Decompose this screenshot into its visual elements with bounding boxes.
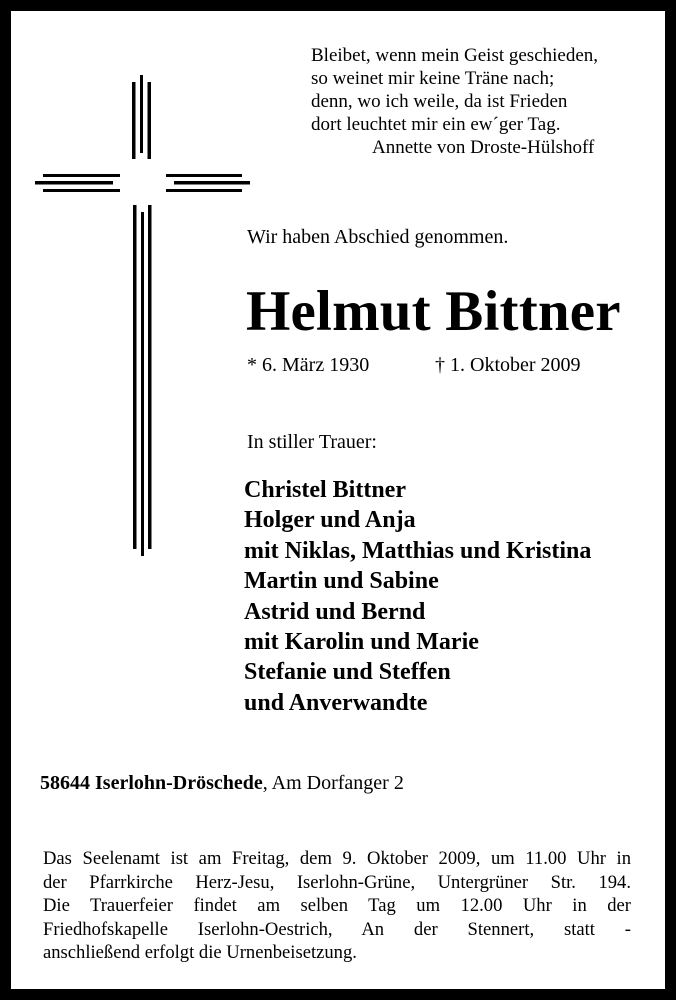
family-member: Holger und Anja — [244, 507, 416, 534]
family-member: mit Karolin und Marie — [244, 629, 479, 656]
family-member: Stefanie und Steffen — [244, 659, 451, 686]
address-city: 58644 Iserlohn-Dröschede — [40, 772, 263, 794]
poem-author: Annette von Droste-Hülshoff — [372, 137, 595, 158]
family-list — [244, 475, 591, 718]
service-line: anschließend erfolgt die Urnenbeisetzung. — [43, 942, 357, 964]
service-line: Friedhofskapelle Iserlohn-Oestrich, An der Stennert, statt - — [43, 918, 631, 940]
poem — [311, 44, 598, 159]
service-line: der Pfarrkirche Herz-Jesu, Iserlohn-Grüne, Untergrüner Str. 194. — [43, 871, 631, 893]
service-details — [43, 847, 631, 965]
service-line: Das Seelenamt ist am Freitag, dem 9. Oktober 2009, um 11.00 Uhr in — [43, 848, 631, 869]
family-member: mit Niklas, Matthias und Kristina — [244, 537, 592, 564]
address — [40, 772, 404, 795]
poem-line: dort leuchtet mir ein ew´ger Tag. — [311, 114, 561, 135]
address-street: , Am Dorfanger 2 — [262, 772, 404, 794]
mourning-label: In stiller Trauer: — [247, 431, 377, 453]
poem-line: so weinet mir keine Träne nach; — [311, 68, 555, 89]
family-member: Astrid und Bernd — [244, 598, 426, 625]
family-member: Christel Bittner — [244, 477, 406, 503]
birth-date: * 6. März 1930 — [247, 354, 370, 376]
family-member: Martin und Sabine — [244, 568, 439, 595]
family-member: und Anverwandte — [244, 689, 428, 716]
life-dates — [247, 354, 607, 377]
death-date: † 1. Oktober 2009 — [435, 354, 581, 376]
farewell-text: Wir haben Abschied genommen. — [247, 226, 509, 248]
poem-line: Bleibet, wenn mein Geist geschieden, — [311, 45, 599, 66]
service-line: Die Trauerfeier findet am selben Tag um 12.00 Uhr in der — [43, 895, 631, 917]
deceased-name: Helmut Bittner — [246, 280, 621, 343]
poem-line: denn, wo ich weile, da ist Frieden — [311, 91, 568, 112]
